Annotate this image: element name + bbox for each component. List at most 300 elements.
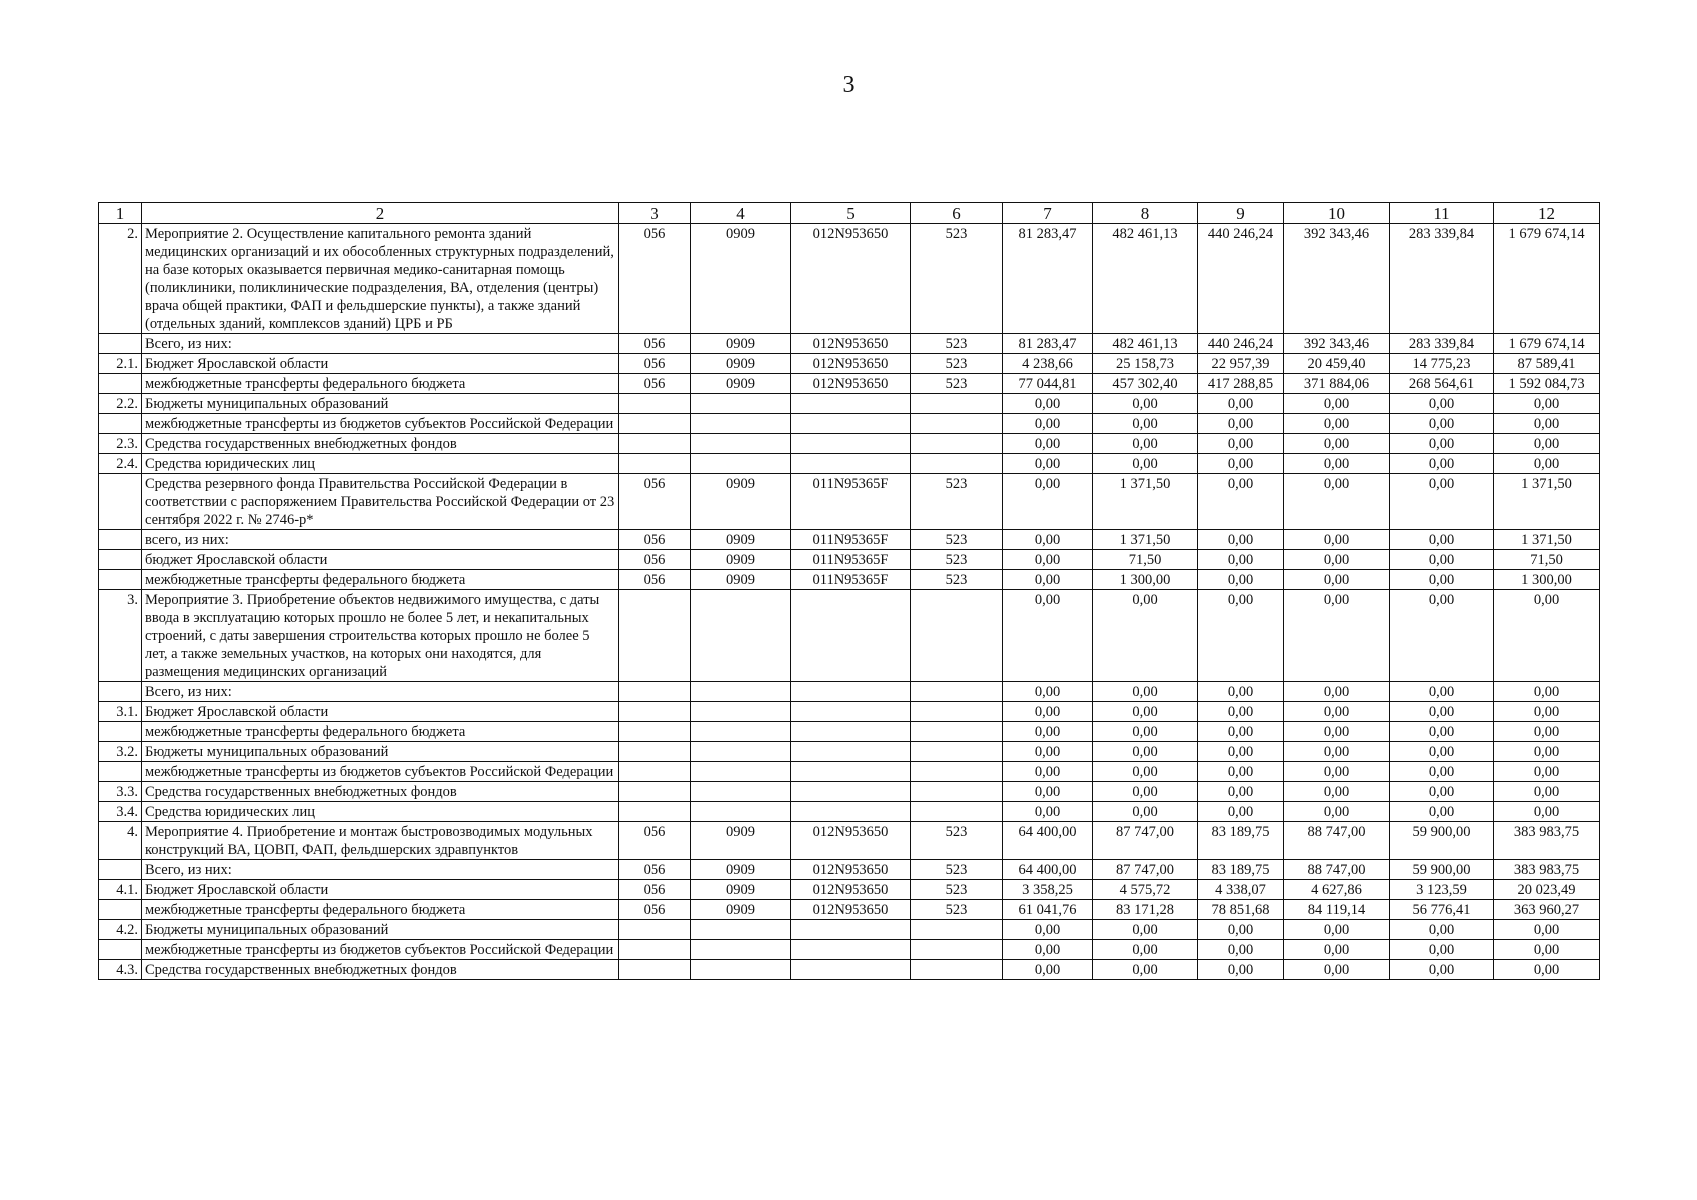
table-row [99, 474, 1600, 530]
table-row [99, 434, 1600, 454]
value-col-9: 0,00 [1198, 590, 1284, 682]
table-body [99, 203, 1600, 980]
admin-code: 056 [619, 570, 691, 590]
value-col-9: 0,00 [1198, 782, 1284, 802]
value-col-7: 0,00 [1003, 960, 1093, 980]
expense-type-code: 523 [911, 550, 1003, 570]
value-col-9: 0,00 [1198, 414, 1284, 434]
admin-code: 056 [619, 374, 691, 394]
table-row [99, 860, 1600, 880]
row-description: межбюджетные трансферты из бюджетов субъектов Российской Федерации [142, 940, 619, 960]
section-code: 0909 [691, 822, 791, 860]
value-col-10: 392 343,46 [1284, 224, 1390, 334]
expense-type-code: 523 [911, 374, 1003, 394]
table-row [99, 334, 1600, 354]
value-col-11: 56 776,41 [1390, 900, 1494, 920]
target-article-code: 012N953650 [791, 860, 911, 880]
value-col-8: 25 158,73 [1093, 354, 1198, 374]
value-col-10: 0,00 [1284, 474, 1390, 530]
column-number: 1 [99, 203, 142, 224]
table-row [99, 822, 1600, 860]
row-number: 4.3. [99, 960, 142, 980]
row-description: Бюджет Ярославской области [142, 702, 619, 722]
value-col-11: 268 564,61 [1390, 374, 1494, 394]
column-number: 11 [1390, 203, 1494, 224]
row-number: 4.1. [99, 880, 142, 900]
value-col-8: 0,00 [1093, 802, 1198, 822]
column-number: 5 [791, 203, 911, 224]
value-col-10: 0,00 [1284, 722, 1390, 742]
value-col-7: 0,00 [1003, 802, 1093, 822]
expense-type-code [911, 590, 1003, 682]
value-col-8: 0,00 [1093, 590, 1198, 682]
value-col-7: 0,00 [1003, 570, 1093, 590]
value-col-9: 83 189,75 [1198, 822, 1284, 860]
section-code: 0909 [691, 880, 791, 900]
value-col-9: 22 957,39 [1198, 354, 1284, 374]
row-number [99, 474, 142, 530]
target-article-code: 012N953650 [791, 822, 911, 860]
value-col-7: 0,00 [1003, 940, 1093, 960]
row-description: Средства государственных внебюджетных фондов [142, 960, 619, 980]
value-col-9: 0,00 [1198, 742, 1284, 762]
target-article-code: 011N95365F [791, 550, 911, 570]
value-col-11: 0,00 [1390, 454, 1494, 474]
value-col-7: 4 238,66 [1003, 354, 1093, 374]
row-number: 3.4. [99, 802, 142, 822]
target-article-code [791, 960, 911, 980]
admin-code [619, 762, 691, 782]
value-col-10: 0,00 [1284, 530, 1390, 550]
target-article-code: 011N95365F [791, 570, 911, 590]
section-code: 0909 [691, 374, 791, 394]
value-col-10: 0,00 [1284, 960, 1390, 980]
admin-code: 056 [619, 822, 691, 860]
table-row [99, 530, 1600, 550]
value-col-11: 0,00 [1390, 802, 1494, 822]
value-col-7: 0,00 [1003, 742, 1093, 762]
value-col-12: 0,00 [1494, 762, 1600, 782]
target-article-code: 012N953650 [791, 880, 911, 900]
row-description: Бюджеты муниципальных образований [142, 920, 619, 940]
target-article-code [791, 414, 911, 434]
expense-type-code [911, 762, 1003, 782]
row-description: Всего, из них: [142, 682, 619, 702]
value-col-8: 482 461,13 [1093, 334, 1198, 354]
table-row [99, 802, 1600, 822]
target-article-code [791, 702, 911, 722]
column-number-row [99, 203, 1600, 224]
value-col-8: 0,00 [1093, 454, 1198, 474]
expense-type-code [911, 454, 1003, 474]
row-number [99, 762, 142, 782]
target-article-code: 012N953650 [791, 900, 911, 920]
table-row [99, 960, 1600, 980]
value-col-7: 0,00 [1003, 762, 1093, 782]
admin-code [619, 702, 691, 722]
value-col-9: 0,00 [1198, 682, 1284, 702]
value-col-7: 0,00 [1003, 414, 1093, 434]
value-col-12: 0,00 [1494, 434, 1600, 454]
section-code [691, 414, 791, 434]
admin-code: 056 [619, 354, 691, 374]
value-col-12: 1 592 084,73 [1494, 374, 1600, 394]
value-col-8: 0,00 [1093, 722, 1198, 742]
table-row [99, 682, 1600, 702]
value-col-11: 0,00 [1390, 550, 1494, 570]
value-col-12: 363 960,27 [1494, 900, 1600, 920]
section-code [691, 454, 791, 474]
value-col-10: 20 459,40 [1284, 354, 1390, 374]
target-article-code [791, 802, 911, 822]
value-col-9: 0,00 [1198, 394, 1284, 414]
value-col-9: 0,00 [1198, 802, 1284, 822]
value-col-10: 371 884,06 [1284, 374, 1390, 394]
section-code [691, 742, 791, 762]
row-number [99, 374, 142, 394]
value-col-7: 0,00 [1003, 474, 1093, 530]
admin-code [619, 722, 691, 742]
value-col-12: 0,00 [1494, 960, 1600, 980]
value-col-8: 1 371,50 [1093, 474, 1198, 530]
value-col-12: 0,00 [1494, 742, 1600, 762]
row-number: 4.2. [99, 920, 142, 940]
admin-code: 056 [619, 900, 691, 920]
value-col-11: 283 339,84 [1390, 224, 1494, 334]
value-col-10: 88 747,00 [1284, 822, 1390, 860]
expense-type-code: 523 [911, 570, 1003, 590]
column-number: 10 [1284, 203, 1390, 224]
value-col-9: 0,00 [1198, 570, 1284, 590]
value-col-11: 0,00 [1390, 722, 1494, 742]
value-col-10: 0,00 [1284, 570, 1390, 590]
value-col-8: 0,00 [1093, 762, 1198, 782]
value-col-9: 83 189,75 [1198, 860, 1284, 880]
value-col-10: 0,00 [1284, 940, 1390, 960]
value-col-7: 0,00 [1003, 434, 1093, 454]
row-description: Мероприятие 2. Осуществление капитального ремонта зданий медицинских организаций и их обособленных структурных подразделений, на базе которых оказывается первичная медико-санитарная помощь (поликлиники, поликлинические подразделения, ВА, отделения (центры) врача общей практики, ФАП и фельдшерские пункты), а также зданий (отдельных зданий, комплексов зданий) ЦРБ и РБ [142, 224, 619, 334]
row-description: всего, из них: [142, 530, 619, 550]
value-col-9: 0,00 [1198, 454, 1284, 474]
value-col-10: 0,00 [1284, 454, 1390, 474]
value-col-11: 0,00 [1390, 530, 1494, 550]
value-col-12: 71,50 [1494, 550, 1600, 570]
value-col-7: 64 400,00 [1003, 860, 1093, 880]
section-code [691, 702, 791, 722]
target-article-code [791, 762, 911, 782]
column-number: 3 [619, 203, 691, 224]
table-row [99, 374, 1600, 394]
section-code: 0909 [691, 354, 791, 374]
value-col-11: 0,00 [1390, 474, 1494, 530]
value-col-8: 0,00 [1093, 434, 1198, 454]
expense-type-code [911, 782, 1003, 802]
value-col-11: 3 123,59 [1390, 880, 1494, 900]
value-col-8: 0,00 [1093, 702, 1198, 722]
row-number: 2. [99, 224, 142, 334]
admin-code: 056 [619, 224, 691, 334]
expense-type-code: 523 [911, 880, 1003, 900]
row-number: 3.1. [99, 702, 142, 722]
table-row [99, 762, 1600, 782]
value-col-7: 0,00 [1003, 722, 1093, 742]
table-row [99, 722, 1600, 742]
table-row [99, 900, 1600, 920]
value-col-11: 0,00 [1390, 414, 1494, 434]
row-description: межбюджетные трансферты федерального бюджета [142, 722, 619, 742]
target-article-code: 012N953650 [791, 374, 911, 394]
expense-type-code [911, 682, 1003, 702]
value-col-7: 61 041,76 [1003, 900, 1093, 920]
value-col-12: 1 679 674,14 [1494, 224, 1600, 334]
target-article-code [791, 682, 911, 702]
table-row [99, 570, 1600, 590]
value-col-12: 0,00 [1494, 590, 1600, 682]
value-col-8: 1 300,00 [1093, 570, 1198, 590]
value-col-7: 0,00 [1003, 702, 1093, 722]
column-number: 7 [1003, 203, 1093, 224]
row-description: Средства юридических лиц [142, 802, 619, 822]
expense-type-code: 523 [911, 860, 1003, 880]
section-code [691, 434, 791, 454]
value-col-9: 0,00 [1198, 530, 1284, 550]
admin-code [619, 782, 691, 802]
column-number: 2 [142, 203, 619, 224]
value-col-11: 14 775,23 [1390, 354, 1494, 374]
value-col-9: 0,00 [1198, 550, 1284, 570]
column-number: 6 [911, 203, 1003, 224]
value-col-8: 71,50 [1093, 550, 1198, 570]
budget-table [98, 202, 1600, 980]
table-row [99, 354, 1600, 374]
section-code: 0909 [691, 900, 791, 920]
value-col-11: 0,00 [1390, 434, 1494, 454]
section-code: 0909 [691, 570, 791, 590]
table-row [99, 454, 1600, 474]
value-col-11: 0,00 [1390, 570, 1494, 590]
row-number [99, 414, 142, 434]
row-number: 2.3. [99, 434, 142, 454]
value-col-9: 0,00 [1198, 722, 1284, 742]
value-col-10: 4 627,86 [1284, 880, 1390, 900]
value-col-7: 0,00 [1003, 590, 1093, 682]
section-code: 0909 [691, 224, 791, 334]
admin-code [619, 940, 691, 960]
value-col-7: 77 044,81 [1003, 374, 1093, 394]
value-col-12: 20 023,49 [1494, 880, 1600, 900]
row-description: Мероприятие 3. Приобретение объектов недвижимого имущества, с даты ввода в эксплуатацию которых прошло не более 5 лет, и некапитальных строений, с даты завершения строительства которых прошло не более 5 лет, а также земельных участков, на которых они находятся, для размещения медицинских организаций [142, 590, 619, 682]
value-col-8: 4 575,72 [1093, 880, 1198, 900]
expense-type-code [911, 434, 1003, 454]
expense-type-code: 523 [911, 900, 1003, 920]
row-number [99, 682, 142, 702]
row-description: Всего, из них: [142, 860, 619, 880]
value-col-12: 0,00 [1494, 940, 1600, 960]
expense-type-code: 523 [911, 334, 1003, 354]
value-col-10: 88 747,00 [1284, 860, 1390, 880]
value-col-10: 0,00 [1284, 782, 1390, 802]
value-col-7: 81 283,47 [1003, 224, 1093, 334]
value-col-11: 0,00 [1390, 762, 1494, 782]
admin-code: 056 [619, 530, 691, 550]
row-description: межбюджетные трансферты из бюджетов субъектов Российской Федерации [142, 762, 619, 782]
section-code [691, 394, 791, 414]
value-col-10: 0,00 [1284, 434, 1390, 454]
target-article-code: 012N953650 [791, 224, 911, 334]
value-col-7: 81 283,47 [1003, 334, 1093, 354]
row-description: межбюджетные трансферты федерального бюджета [142, 374, 619, 394]
value-col-8: 87 747,00 [1093, 860, 1198, 880]
row-description: межбюджетные трансферты из бюджетов субъектов Российской Федерации [142, 414, 619, 434]
target-article-code [791, 590, 911, 682]
value-col-7: 0,00 [1003, 682, 1093, 702]
value-col-9: 0,00 [1198, 434, 1284, 454]
row-number [99, 530, 142, 550]
value-col-11: 0,00 [1390, 590, 1494, 682]
row-description: Средства резервного фонда Правительства Российской Федерации в соответствии с распоряжением Правительства Российской Федерации от 23 сентября 2022 г. № 2746-р* [142, 474, 619, 530]
value-col-7: 3 358,25 [1003, 880, 1093, 900]
table-row [99, 394, 1600, 414]
section-code [691, 960, 791, 980]
expense-type-code: 523 [911, 474, 1003, 530]
row-number [99, 722, 142, 742]
value-col-12: 0,00 [1494, 702, 1600, 722]
column-number: 4 [691, 203, 791, 224]
row-number: 2.4. [99, 454, 142, 474]
row-number [99, 570, 142, 590]
section-code [691, 590, 791, 682]
row-description: Бюджет Ярославской области [142, 354, 619, 374]
expense-type-code: 523 [911, 224, 1003, 334]
row-description: Бюджеты муниципальных образований [142, 394, 619, 414]
table-row [99, 742, 1600, 762]
value-col-7: 0,00 [1003, 454, 1093, 474]
section-code [691, 782, 791, 802]
expense-type-code [911, 702, 1003, 722]
value-col-9: 440 246,24 [1198, 224, 1284, 334]
value-col-9: 0,00 [1198, 762, 1284, 782]
row-number: 3.2. [99, 742, 142, 762]
row-description: Всего, из них: [142, 334, 619, 354]
value-col-11: 0,00 [1390, 702, 1494, 722]
value-col-10: 0,00 [1284, 590, 1390, 682]
admin-code [619, 394, 691, 414]
row-number: 3. [99, 590, 142, 682]
expense-type-code [911, 940, 1003, 960]
value-col-11: 0,00 [1390, 682, 1494, 702]
expense-type-code [911, 394, 1003, 414]
value-col-8: 0,00 [1093, 960, 1198, 980]
section-code [691, 940, 791, 960]
expense-type-code: 523 [911, 822, 1003, 860]
value-col-8: 0,00 [1093, 782, 1198, 802]
value-col-7: 0,00 [1003, 782, 1093, 802]
value-col-7: 0,00 [1003, 550, 1093, 570]
value-col-12: 0,00 [1494, 394, 1600, 414]
section-code: 0909 [691, 530, 791, 550]
value-col-12: 1 679 674,14 [1494, 334, 1600, 354]
value-col-11: 283 339,84 [1390, 334, 1494, 354]
section-code [691, 762, 791, 782]
value-col-12: 0,00 [1494, 920, 1600, 940]
section-code [691, 802, 791, 822]
page-number: 3 [842, 72, 855, 98]
value-col-10: 392 343,46 [1284, 334, 1390, 354]
target-article-code [791, 742, 911, 762]
row-number [99, 940, 142, 960]
value-col-11: 0,00 [1390, 394, 1494, 414]
value-col-10: 84 119,14 [1284, 900, 1390, 920]
value-col-10: 0,00 [1284, 742, 1390, 762]
value-col-8: 0,00 [1093, 682, 1198, 702]
admin-code [619, 590, 691, 682]
column-number: 9 [1198, 203, 1284, 224]
section-code: 0909 [691, 550, 791, 570]
row-number [99, 900, 142, 920]
row-description: Средства юридических лиц [142, 454, 619, 474]
table-row [99, 920, 1600, 940]
target-article-code [791, 722, 911, 742]
section-code [691, 722, 791, 742]
table-row [99, 590, 1600, 682]
admin-code [619, 434, 691, 454]
target-article-code [791, 782, 911, 802]
value-col-12: 0,00 [1494, 414, 1600, 434]
value-col-8: 0,00 [1093, 414, 1198, 434]
value-col-12: 0,00 [1494, 782, 1600, 802]
expense-type-code: 523 [911, 354, 1003, 374]
expense-type-code [911, 414, 1003, 434]
target-article-code: 011N95365F [791, 530, 911, 550]
target-article-code: 012N953650 [791, 334, 911, 354]
value-col-11: 0,00 [1390, 920, 1494, 940]
value-col-10: 0,00 [1284, 414, 1390, 434]
table-row [99, 782, 1600, 802]
value-col-9: 0,00 [1198, 960, 1284, 980]
expense-type-code [911, 802, 1003, 822]
value-col-7: 0,00 [1003, 394, 1093, 414]
section-code: 0909 [691, 334, 791, 354]
table-row [99, 414, 1600, 434]
value-col-9: 78 851,68 [1198, 900, 1284, 920]
admin-code: 056 [619, 334, 691, 354]
value-col-11: 0,00 [1390, 742, 1494, 762]
value-col-8: 0,00 [1093, 394, 1198, 414]
admin-code: 056 [619, 860, 691, 880]
value-col-10: 0,00 [1284, 802, 1390, 822]
section-code: 0909 [691, 860, 791, 880]
value-col-10: 0,00 [1284, 762, 1390, 782]
value-col-12: 0,00 [1494, 722, 1600, 742]
value-col-7: 64 400,00 [1003, 822, 1093, 860]
value-col-9: 0,00 [1198, 920, 1284, 940]
value-col-11: 59 900,00 [1390, 860, 1494, 880]
row-number: 4. [99, 822, 142, 860]
value-col-8: 0,00 [1093, 920, 1198, 940]
table-row [99, 880, 1600, 900]
admin-code [619, 454, 691, 474]
value-col-10: 0,00 [1284, 550, 1390, 570]
value-col-10: 0,00 [1284, 394, 1390, 414]
value-col-10: 0,00 [1284, 682, 1390, 702]
value-col-8: 482 461,13 [1093, 224, 1198, 334]
expense-type-code [911, 742, 1003, 762]
admin-code [619, 802, 691, 822]
section-code: 0909 [691, 474, 791, 530]
value-col-7: 0,00 [1003, 530, 1093, 550]
table-row [99, 224, 1600, 334]
row-number [99, 550, 142, 570]
